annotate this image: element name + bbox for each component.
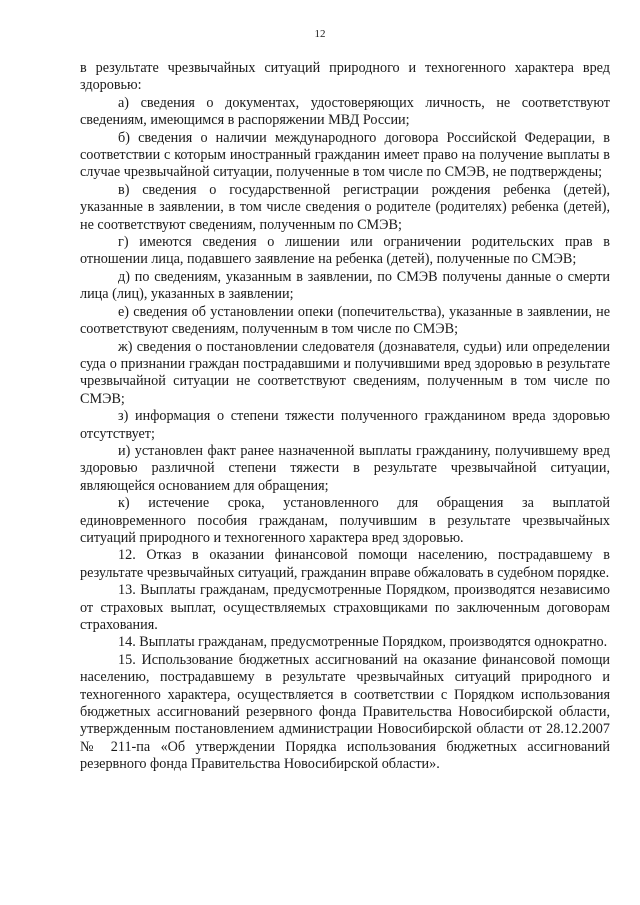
paragraph-item-a: а) сведения о документах, удостоверяющих личность, не соответствуют сведениям, имеющимся в распоряжении МВД России; — [80, 94, 610, 129]
paragraph-item-v: в) сведения о государственной регистрации рождения ребенка (детей), указанные в заявлении, в том числе сведения о родителе (родителях) ребенка (детей), не соответствуют сведениям, полученным по СМЭВ; — [80, 181, 610, 233]
page-number: 12 — [314, 28, 326, 40]
paragraph-item-g: г) имеются сведения о лишении или ограничении родительских прав в отношении лица, подавшего заявление на ребенка (детей), полученные по СМЭВ; — [80, 234, 610, 268]
document-body — [80, 60, 610, 774]
paragraph-clause-12: 12. Отказ в оказании финансовой помощи населению, пострадавшему в результате чрезвычайных ситуаций, гражданин вправе обжаловать в судебном порядке. — [80, 547, 610, 581]
paragraph-item-k: к) истечение срока, установленного для обращения за выплатой единовременного пособия гражданам, получившим в результате чрезвычайных ситуаций природного и техногенного характера вред здоровью. — [80, 495, 610, 546]
paragraph-item-e: е) сведения об установлении опеки (попечительства), указанные в заявлении, не соответствуют сведениям, полученным в том числе по СМЭВ; — [80, 303, 610, 338]
paragraph-item-z: з) информация о степени тяжести полученного гражданином вреда здоровью отсутствует; — [80, 408, 610, 442]
paragraph-item-i: и) установлен факт ранее назначенной выплаты гражданину, получившему вред здоровью различной степени тяжести в результате чрезвычайной ситуации, являющейся основанием для обращения; — [80, 442, 610, 494]
paragraph-item-d: д) по сведениям, указанным в заявлении, по СМЭВ получены данные о смерти лица (лиц), указанных в заявлении; — [80, 268, 610, 303]
paragraph-clause-15: 15. Использование бюджетных ассигнований на оказание финансовой помощи населению, пострадавшему в результате чрезвычайных ситуаций природного и техногенного характера, осуществляется в соответствии с Порядком использования бюджетных ассигнований резервного фонда Правительства Новосибирской области, утвержденным постановлением администрации Новосибирской области от 28.12.2007 № 211-па «Об утверждении Порядка использования бюджетных ассигнований резервного фонда Правительства Новосибирской области». — [80, 651, 610, 773]
paragraph-clause-13: 13. Выплаты гражданам, предусмотренные Порядком, производятся независимо от страховых выплат, осуществляемых страховщиками по заключенным договорам страхования. — [80, 582, 610, 633]
paragraph-intro: в результате чрезвычайных ситуаций природного и техногенного характера вред здоровью: — [80, 60, 610, 94]
paragraph-item-b: б) сведения о наличии международного договора Российской Федерации, в соответствии с которым иностранный гражданин имеет право на получение выплаты в случае чрезвычайной ситуации, полученные в том числе по СМЭВ, не подтверждены; — [80, 129, 610, 181]
paragraph-clause-14: 14. Выплаты гражданам, предусмотренные Порядком, производятся однократно. — [118, 634, 608, 651]
paragraph-item-zh: ж) сведения о постановлении следователя (дознавателя, судьи) или определении суда о признании граждан пострадавшими и получившими вред здоровью в результате чрезвычайной ситуации не соответствуют сведениям, полученным в том числе по СМЭВ; — [80, 338, 610, 407]
